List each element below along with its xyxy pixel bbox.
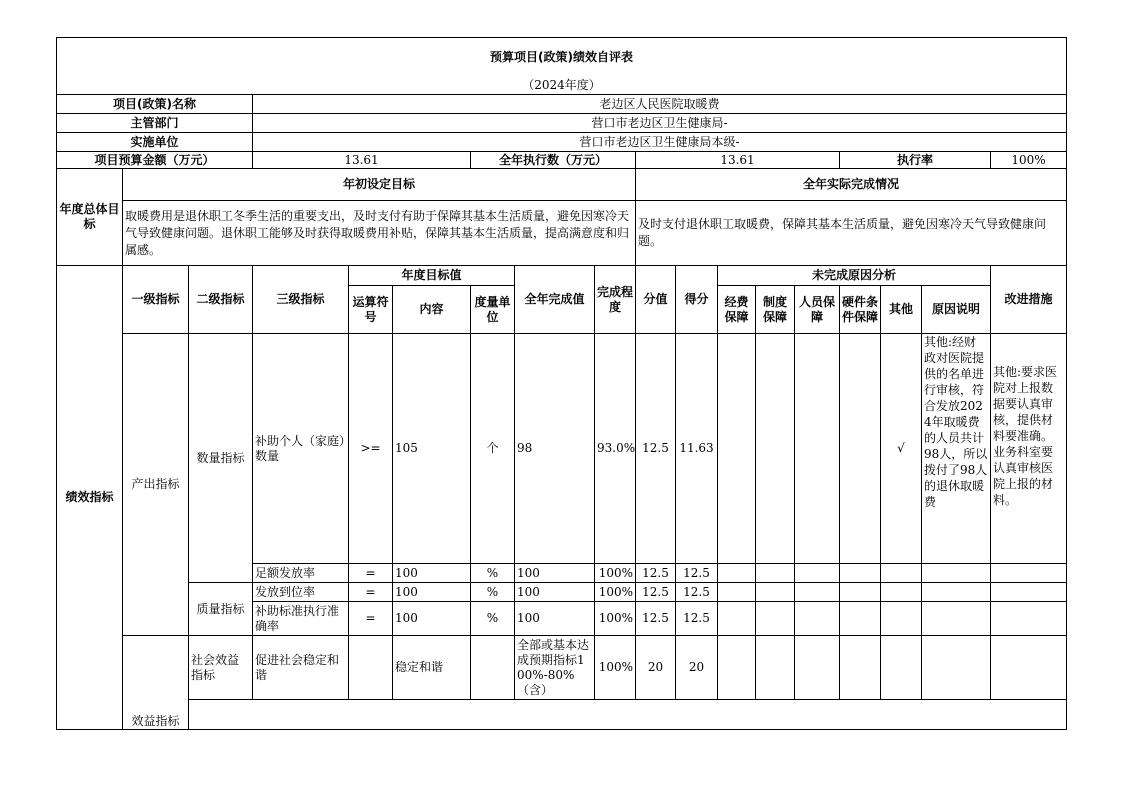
row3-degree: 100%: [595, 583, 636, 602]
row4-actual: 100: [515, 602, 595, 636]
row1-weight: 12.5: [636, 334, 676, 564]
impl-value: 营口市老边区卫生健康局本级-: [253, 133, 1067, 152]
row1-reason-other-check: √: [881, 334, 922, 564]
row5-weight: 20: [636, 636, 676, 700]
row5-op: [349, 636, 393, 700]
row5-improve: [991, 636, 1067, 700]
row4-content: 100: [393, 602, 471, 636]
row3-score: 12.5: [676, 583, 718, 602]
performance-indicator-label: 绩效指标: [57, 266, 123, 730]
budget-label: 项目预算金额（万元）: [57, 152, 253, 169]
row5-actual: 全部或基本达成预期指标100%-80%（含）: [515, 636, 595, 700]
row3-content: 100: [393, 583, 471, 602]
row1-unit: 个: [471, 334, 515, 564]
row4-degree: 100%: [595, 602, 636, 636]
header-lvl1: 一级指标: [123, 266, 189, 334]
header-reason-staff: 人员保障: [795, 286, 840, 334]
row1-degree: 93.0%: [595, 334, 636, 564]
row1-lvl3: 补助个人（家庭）数量: [253, 334, 349, 564]
row2-lvl3: 足额发放率: [253, 564, 349, 583]
row2-reason-other: [881, 564, 922, 583]
row4-reason-fund: [718, 602, 756, 636]
header-degree: 完成程度: [595, 266, 636, 334]
row6-continuation: [189, 700, 1067, 730]
row3-reason-staff: [795, 583, 840, 602]
row2-op: =: [349, 564, 393, 583]
row2-score: 12.5: [676, 564, 718, 583]
group-benefit: 效益指标: [123, 636, 189, 730]
row3-lvl3: 发放到位率: [253, 583, 349, 602]
row1-op: >=: [349, 334, 393, 564]
row2-reason-system: [756, 564, 795, 583]
row1-reason-hardware: [840, 334, 881, 564]
budget-value: 13.61: [253, 152, 471, 169]
header-reason-other: 其他: [881, 286, 922, 334]
header-actual: 全年完成值: [515, 266, 595, 334]
row3-actual: 100: [515, 583, 595, 602]
row4-lvl3: 补助标准执行准确率: [253, 602, 349, 636]
row2-content: 100: [393, 564, 471, 583]
row3-reason-fund: [718, 583, 756, 602]
row5-reason-desc: [922, 636, 991, 700]
rate-label: 执行率: [840, 152, 991, 169]
row4-reason-system: [756, 602, 795, 636]
row2-weight: 12.5: [636, 564, 676, 583]
row5-lvl3: 促进社会稳定和谐: [253, 636, 349, 700]
row2-reason-fund: [718, 564, 756, 583]
actual-result-text: 及时支付退休职工取暖费，保障其基本生活质量，避免因寒冷天气导致健康问题。: [636, 201, 1067, 266]
rate-value: 100%: [991, 152, 1067, 169]
row3-reason-hardware: [840, 583, 881, 602]
row5-reason-staff: [795, 636, 840, 700]
page-title: 预算项目(政策)绩效自评表: [57, 38, 1067, 78]
header-unit: 度量单位: [471, 286, 515, 334]
actual-result-header: 全年实际完成情况: [636, 169, 1067, 201]
row4-reason-desc: [922, 602, 991, 636]
row2-improve: [991, 564, 1067, 583]
header-reason-system: 制度保障: [756, 286, 795, 334]
row5-reason-other: [881, 636, 922, 700]
row1-reason-fund: [718, 334, 756, 564]
group-quality: 质量指标: [189, 583, 253, 636]
row1-reason-desc: 其他:经财政对医院提供的名单进行审核，符合发放2024年取暖费的人员共计98人，所以拨付了98人的退休取暖费: [922, 334, 991, 564]
row4-score: 12.5: [676, 602, 718, 636]
performance-table-sheet: [56, 37, 1066, 728]
row4-reason-other: [881, 602, 922, 636]
header-op: 运算符号: [349, 286, 393, 334]
header-lvl3: 三级指标: [253, 266, 349, 334]
header-score: 得分: [676, 266, 718, 334]
header-content: 内容: [393, 286, 471, 334]
row1-reason-system: [756, 334, 795, 564]
row5-unit: [471, 636, 515, 700]
row3-reason-system: [756, 583, 795, 602]
header-target-group: 年度目标值: [349, 266, 515, 286]
row2-actual: 100: [515, 564, 595, 583]
row4-unit: %: [471, 602, 515, 636]
row1-score: 11.63: [676, 334, 718, 564]
header-improve: 改进措施: [991, 266, 1067, 334]
row2-reason-staff: [795, 564, 840, 583]
row4-op: =: [349, 602, 393, 636]
group-social: 社会效益指标: [189, 636, 253, 700]
row3-reason-other: [881, 583, 922, 602]
row2-unit: %: [471, 564, 515, 583]
row3-improve: [991, 583, 1067, 602]
row1-content: 105: [393, 334, 471, 564]
row5-content: 稳定和谐: [393, 636, 471, 700]
row2-reason-hardware: [840, 564, 881, 583]
header-lvl2: 二级指标: [189, 266, 253, 334]
row3-op: =: [349, 583, 393, 602]
report-year: （2024年度）: [57, 78, 1067, 95]
row1-actual: 98: [515, 334, 595, 564]
row1-reason-staff: [795, 334, 840, 564]
annual-goal-label: 年度总体目标: [57, 169, 123, 266]
header-reason-hardware: 硬件条件保障: [840, 286, 881, 334]
dept-label: 主管部门: [57, 114, 253, 133]
row3-reason-desc: [922, 583, 991, 602]
row4-weight: 12.5: [636, 602, 676, 636]
row5-score: 20: [676, 636, 718, 700]
group-output: 产出指标: [123, 334, 189, 636]
project-name-value: 老边区人民医院取暖费: [253, 95, 1067, 114]
exec-label: 全年执行数（万元）: [471, 152, 636, 169]
dept-value: 营口市老边区卫生健康局-: [253, 114, 1067, 133]
row2-reason-desc: [922, 564, 991, 583]
row1-improve: 其他:要求医院对上报数据要认真审核，提供材料要准确。业务科室要认真审核医院上报的材料。: [991, 334, 1067, 564]
row4-improve: [991, 602, 1067, 636]
row4-reason-staff: [795, 602, 840, 636]
row3-unit: %: [471, 583, 515, 602]
row2-degree: 100%: [595, 564, 636, 583]
header-reason-fund: 经费保障: [718, 286, 756, 334]
initial-goal-text: 取暖费用是退休职工冬季生活的重要支出，及时支付有助于保障其基本生活质量，避免因寒冷天气导致健康问题。退休职工能够及时获得取暖费用补贴，保障其基本生活质量，提高满意度和归属感。: [123, 201, 636, 266]
row4-reason-hardware: [840, 602, 881, 636]
row5-reason-fund: [718, 636, 756, 700]
header-reason-desc: 原因说明: [922, 286, 991, 334]
row5-reason-system: [756, 636, 795, 700]
row5-degree: 100%: [595, 636, 636, 700]
row5-reason-hardware: [840, 636, 881, 700]
initial-goal-header: 年初设定目标: [123, 169, 636, 201]
impl-label: 实施单位: [57, 133, 253, 152]
exec-value: 13.61: [636, 152, 840, 169]
project-name-label: 项目(政策)名称: [57, 95, 253, 114]
group-quantity: 数量指标: [189, 334, 253, 583]
performance-table: [56, 37, 1067, 730]
row3-weight: 12.5: [636, 583, 676, 602]
header-reason-group: 未完成原因分析: [718, 266, 991, 286]
header-weight: 分值: [636, 266, 676, 334]
